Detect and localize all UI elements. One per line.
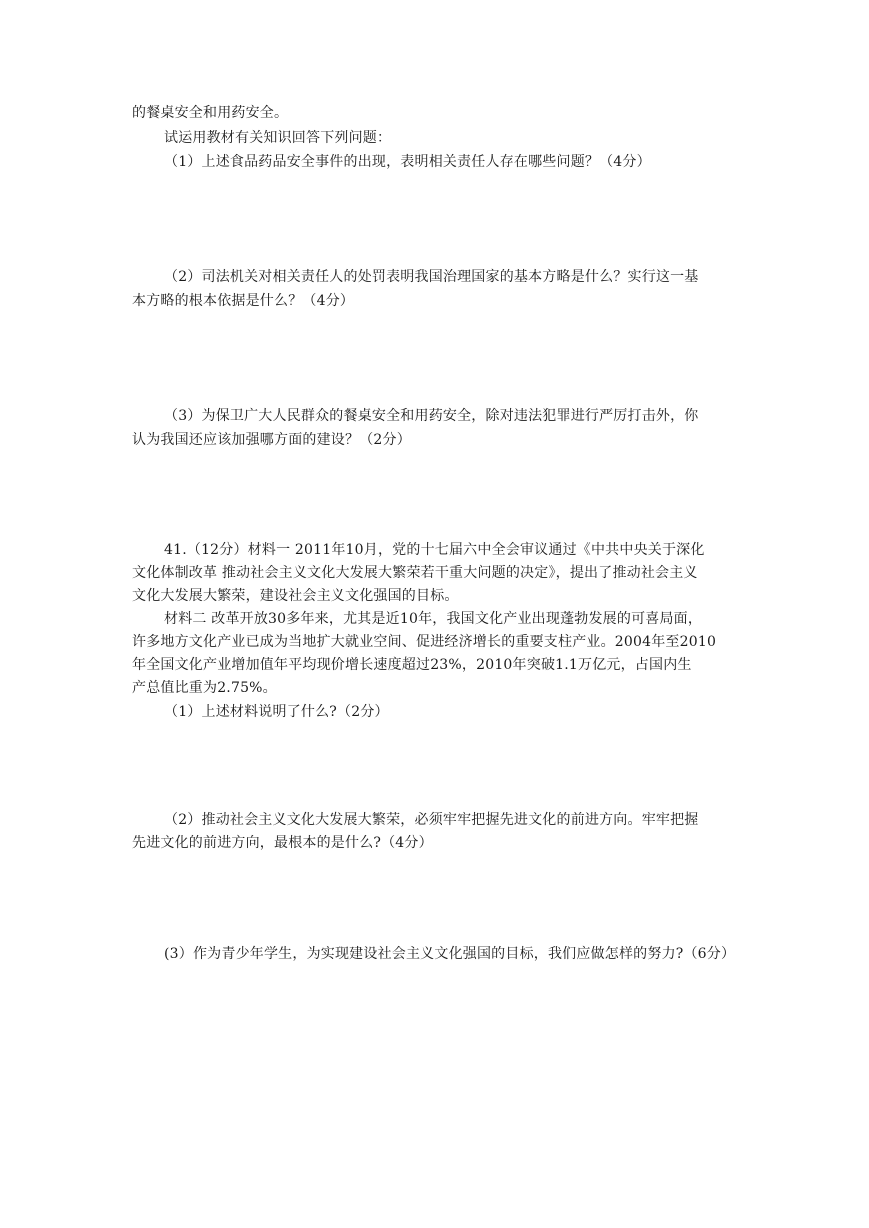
intro-line-2: 试运用教材有关知识回答下列问题： xyxy=(164,130,392,146)
q40-sub3-question-line-1: （3）为保卫广大人民群众的餐桌安全和用药安全，除对违法犯罪进行严厉打击外，你 xyxy=(164,408,699,424)
q40-sub3-question-line-2: 认为我国还应该加强哪方面的建设？（2分） xyxy=(132,432,411,448)
q40-sub2-question-line-1: （2）司法机关对相关责任人的处罚表明我国治理国家的基本方略是什么？实行这一基 xyxy=(164,269,699,285)
q41-material-2-line-4: 产总值比重为2.75%。 xyxy=(132,680,277,696)
q41-sub1-question: （1）上述材料说明了什么?（2分） xyxy=(164,704,389,720)
q41-material-1-line-1: 41.（12分）材料一 2011年10月，党的十七届六中全会审议通过《中共中央关于深化 xyxy=(164,542,705,558)
q41-material-2-line-1: 材料二 改革开放30多年来，尤其是近10年，我国文化产业出现蓬勃发展的可喜局面， xyxy=(164,611,703,627)
q41-material-2-line-2: 许多地方文化产业已成为当地扩大就业空间、促进经济增长的重要支柱产业。2004年至2010 xyxy=(132,634,717,650)
q40-sub1-question: （1）上述食品药品安全事件的出现，表明相关责任人存在哪些问题？（4分） xyxy=(164,154,651,170)
intro-line-1: 的餐桌安全和用药安全。 xyxy=(132,105,289,121)
q41-sub3-question: (3）作为青少年学生，为实现建设社会主义文化强国的目标，我们应做怎样的努力?（6分） xyxy=(164,946,736,962)
q41-sub2-question-line-1: （2）推动社会主义文化大发展大繁荣，必须牢牢把握先进文化的前进方向。牢牢把握 xyxy=(164,812,699,828)
q40-sub2-question-line-2: 本方略的根本依据是什么？（4分） xyxy=(132,293,355,309)
q41-material-1-line-2: 文化体制改革 推动社会主义文化大发展大繁荣若干重大问题的决定》，提出了推动社会主义 xyxy=(132,565,698,581)
q41-material-1-line-3: 文化大发展大繁荣，建设社会主义文化强国的目标。 xyxy=(132,588,459,604)
q41-material-2-line-3: 年全国文化产业增加值年平均现价增长速度超过23%，2010年突破1.1万亿元，占国内生 xyxy=(132,657,692,673)
q41-sub2-question-line-2: 先进文化的前进方向，最根本的是什么?（4分） xyxy=(132,835,433,851)
